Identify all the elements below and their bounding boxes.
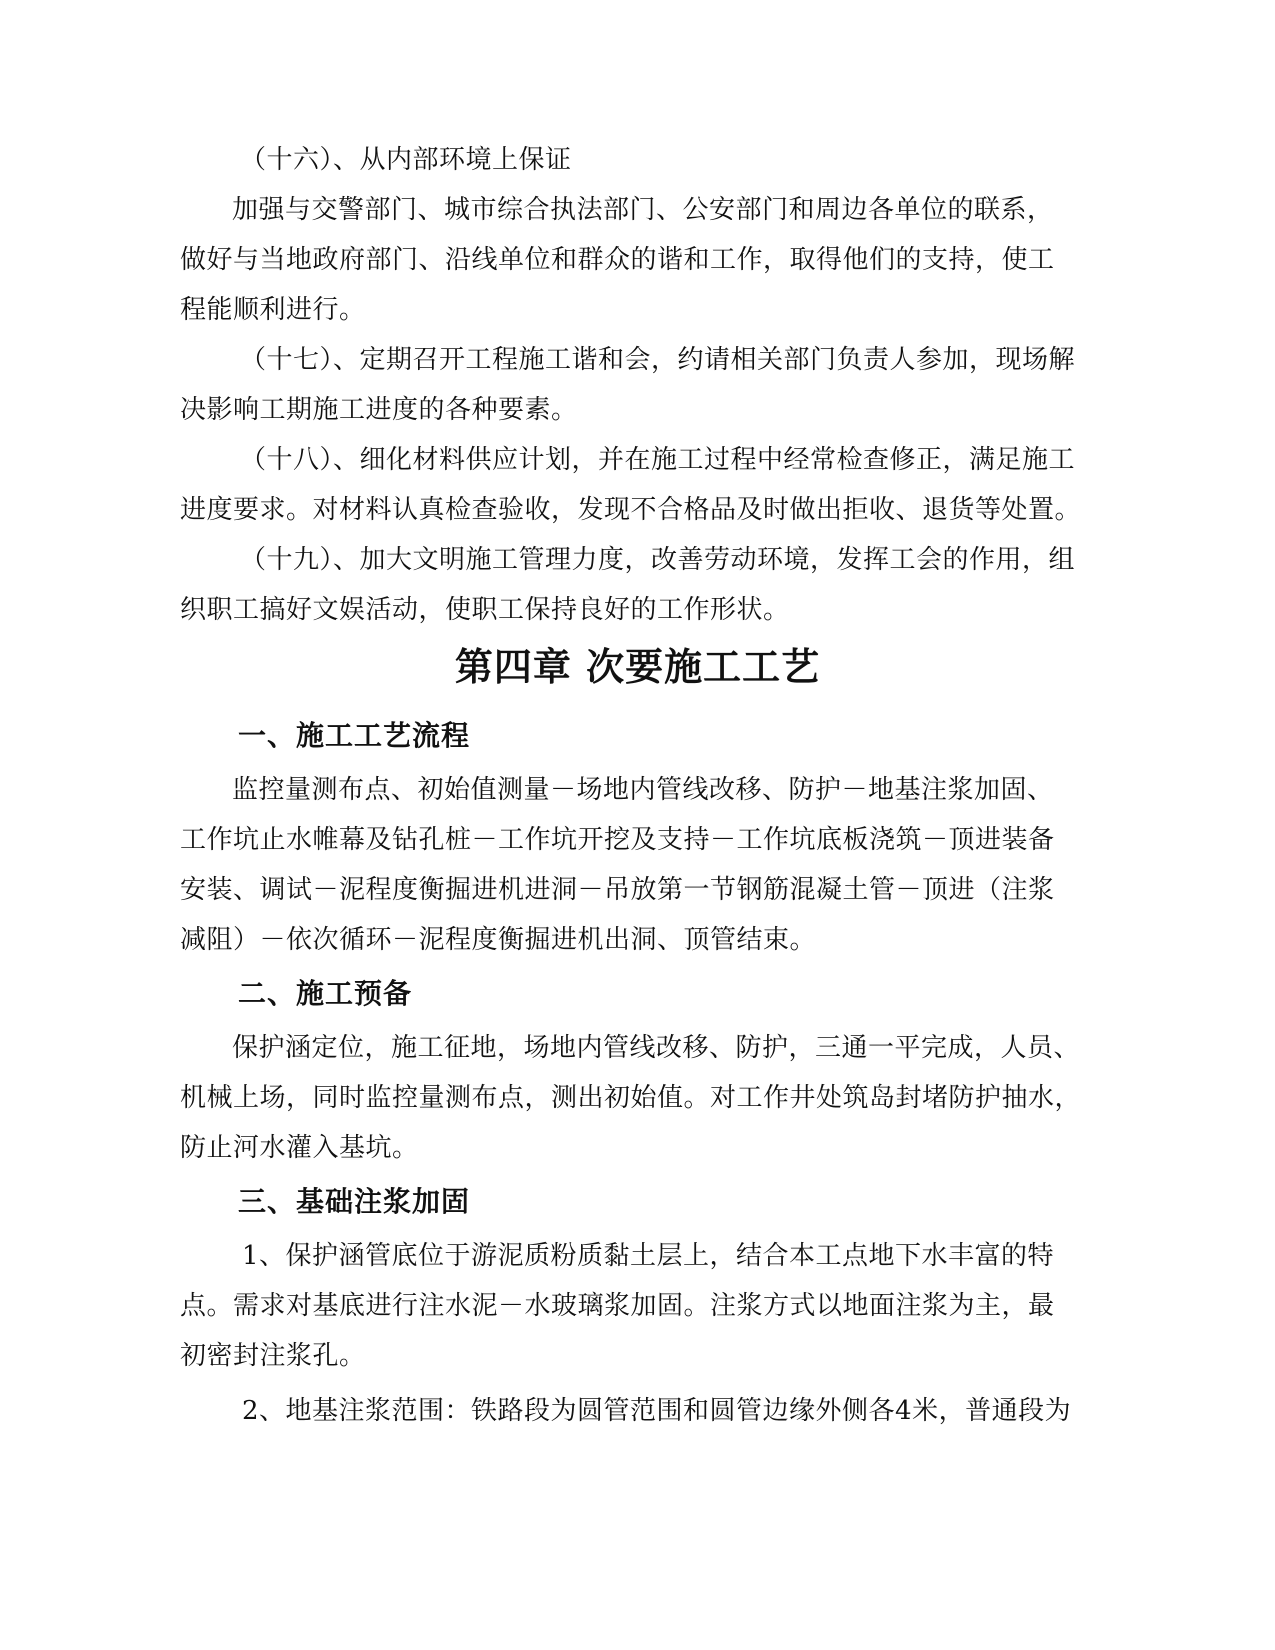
- paragraph-17-line-2: 决影响工期施工进度的各种要素。: [180, 395, 578, 425]
- paragraph-19-line-2: 织职工搞好文娱活动，使职工保持良好的工作形状。: [180, 595, 790, 625]
- section-2-line-2: 机械上场，同时监控量测布点，测出初始值。对工作井处筑岛封堵防护抽水，: [180, 1083, 1082, 1113]
- section-3-title: 三、基础注浆加固: [238, 1185, 471, 1218]
- section-3-item-2-line-1: 2、地基注浆范围：铁路段为圆管范围和圆管边缘外侧各4米，普通段为: [242, 1396, 1072, 1426]
- section-3-item-1-line-2: 点。需求对基底进行注水泥－水玻璃浆加固。注浆方式以地面注浆为主，最: [180, 1291, 1055, 1321]
- section-2-line-1: 保护涵定位，施工征地，场地内管线改移、防护，三通一平完成，人员、: [232, 1033, 1081, 1063]
- paragraph-18-line-2: 进度要求。对材料认真检查验收，发现不合格品及时做出拒收、退货等处置。: [180, 495, 1082, 525]
- section-2-line-3: 防止河水灌入基坑。: [180, 1133, 419, 1163]
- paragraph-16-line-2: 做好与当地政府部门、沿线单位和群众的谐和工作，取得他们的支持，使工: [180, 245, 1055, 275]
- section-1-line-4: 减阻）－依次循环－泥程度衡掘进机出洞、顶管结束。: [180, 925, 817, 955]
- section-1-title: 一、施工工艺流程: [238, 719, 471, 752]
- section-1-line-1: 监控量测布点、初始值测量－场地内管线改移、防护－地基注浆加固、: [232, 775, 1054, 805]
- paragraph-16-heading: （十六）、从内部环境上保证: [240, 145, 572, 175]
- section-3-item-1-line-1: 1、保护涵管底位于游泥质粉质黏土层上，结合本工点地下水丰富的特: [242, 1241, 1055, 1271]
- paragraph-16-line-3: 程能顺利进行。: [180, 295, 366, 325]
- chapter-title: 第四章 次要施工工艺: [454, 645, 821, 689]
- paragraph-19-line-1: （十九）、加大文明施工管理力度，改善劳动环境，发挥工会的作用，组: [240, 545, 1076, 575]
- section-1-line-2: 工作坑止水帷幕及钻孔桩－工作坑开挖及支持－工作坑底板浇筑－顶进装备: [180, 825, 1055, 855]
- paragraph-16-line-1: 加强与交警部门、城市综合执法部门、公安部门和周边各单位的联系，: [232, 195, 1054, 225]
- paragraph-18-line-1: （十八）、细化材料供应计划，并在施工过程中经常检查修正，满足施工: [240, 445, 1076, 475]
- section-3-item-1-line-3: 初密封注浆孔。: [180, 1341, 366, 1371]
- section-2-title: 二、施工预备: [238, 977, 413, 1010]
- section-1-line-3: 安装、调试－泥程度衡掘进机进洞－吊放第一节钢筋混凝土管－顶进（注浆: [180, 875, 1055, 905]
- paragraph-17-line-1: （十七）、定期召开工程施工谐和会，约请相关部门负责人参加，现场解: [240, 345, 1076, 375]
